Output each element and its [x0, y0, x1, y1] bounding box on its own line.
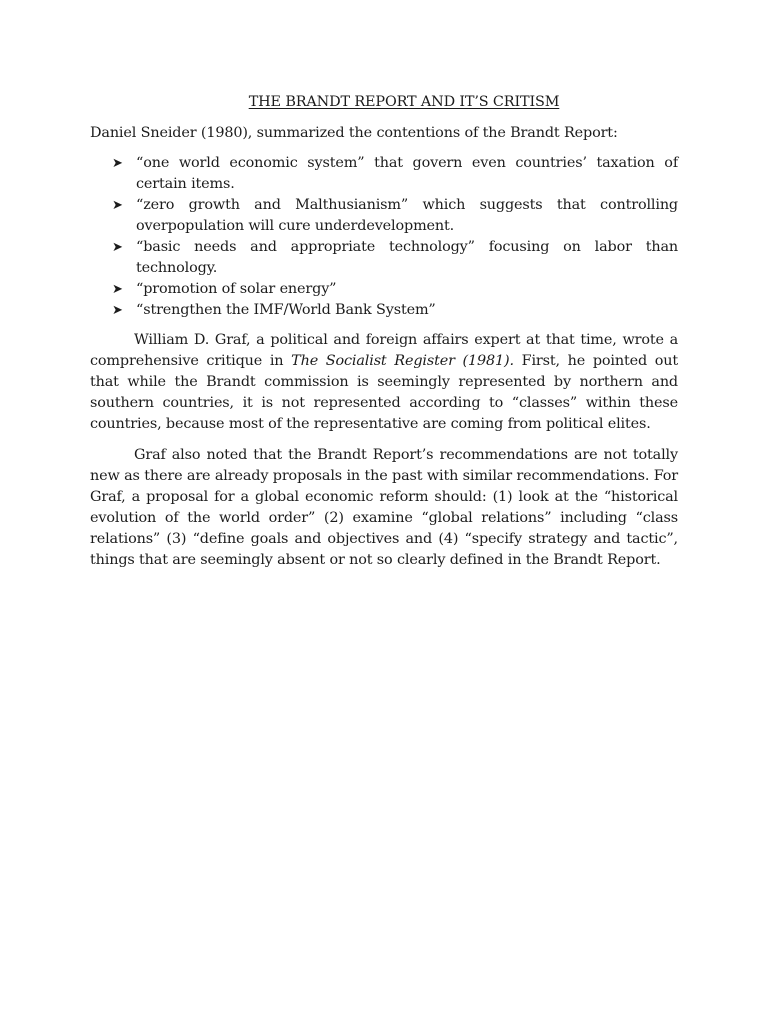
- graf-critique-paragraph: [90, 330, 678, 435]
- list-item-text: “strengthen the IMF/World Bank System”: [136, 302, 436, 318]
- arrow-bullet-icon: ➤: [112, 198, 123, 213]
- contentions-list: [90, 153, 678, 321]
- list-item: [90, 237, 678, 279]
- arrow-bullet-icon: ➤: [112, 156, 123, 171]
- document-title: THE BRANDT REPORT AND IT’S CRITISM: [248, 94, 560, 110]
- paragraph-text-after: First, he pointed out that while the Brandt commission is seemingly represented by northern and southern countries, it is not represented according to “classes” within these countries, because most of the representative are coming from political elites.: [90, 353, 679, 432]
- list-item: [90, 279, 678, 300]
- list-item: [90, 195, 678, 237]
- graf-recommendations-paragraph: Graf also noted that the Brandt Report’s recommendations are not totally new as there are already proposals in the past with similar recommendations. For Graf, a proposal for a global economic reform should: (1) look at the “historical evolution of the world order” (2) examine “global relations” including “class relations” (3) “define goals and objectives and (4) “specify strategy and tactic”, things that are seemingly absent or not so clearly defined in the Brandt Report.: [90, 447, 678, 568]
- publication-title: The Socialist Register (1981).: [291, 353, 514, 369]
- list-item-text: “basic needs and appropriate technology” focusing on labor than technology.: [136, 239, 678, 276]
- list-item: [90, 300, 678, 321]
- list-item-text: “one world economic system” that govern even countries’ taxation of certain items.: [136, 155, 678, 192]
- intro-paragraph: Daniel Sneider (1980), summarized the contentions of the Brandt Report:: [90, 125, 618, 141]
- arrow-bullet-icon: ➤: [112, 240, 123, 255]
- arrow-bullet-icon: ➤: [112, 282, 123, 297]
- list-item-text: “zero growth and Malthusianism” which suggests that controlling overpopulation will cure underdevelopment.: [136, 197, 678, 234]
- paragraph-text-before: William D. Graf, a political and foreign affairs expert at that time, wrote a comprehensive critique in: [90, 332, 678, 369]
- list-item-text: “promotion of solar energy”: [136, 281, 337, 297]
- list-item: [90, 153, 678, 195]
- arrow-bullet-icon: ➤: [112, 303, 123, 318]
- document-page: [90, 92, 678, 581]
